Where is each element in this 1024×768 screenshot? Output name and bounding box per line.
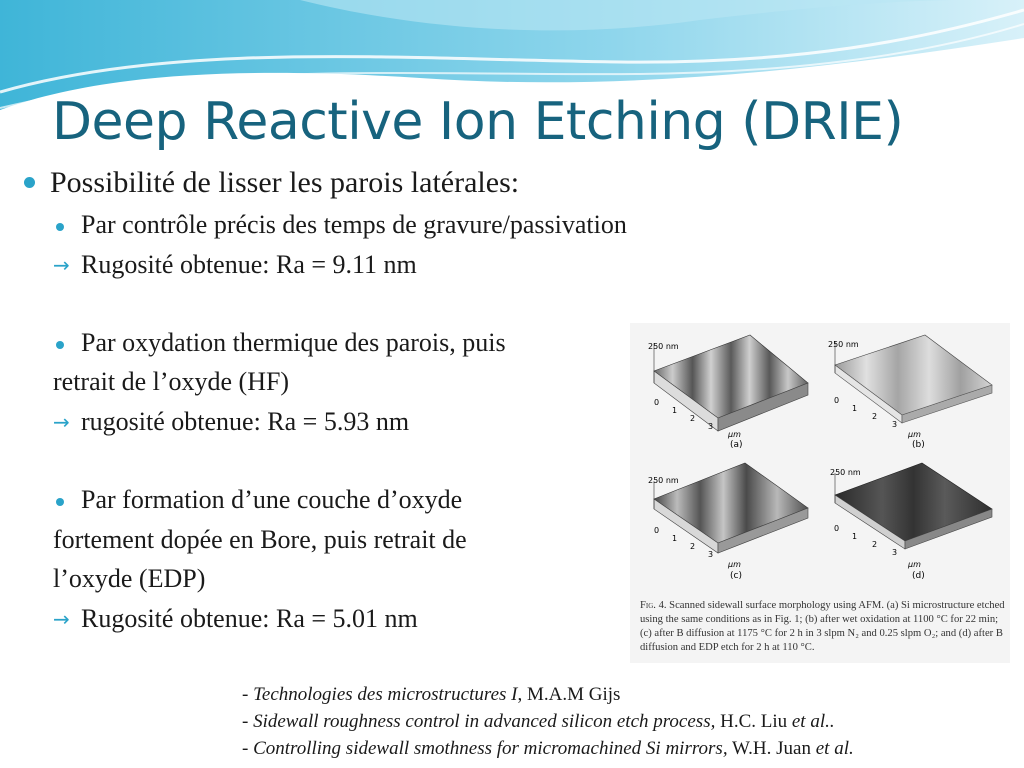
afm-panel-label: (d) — [912, 571, 925, 581]
reference-item — [242, 708, 854, 735]
afm-unit: µm — [908, 430, 921, 439]
afm-tick: 2 — [872, 540, 878, 549]
afm-axis-zero: 0 — [834, 524, 840, 533]
sub-bullet-dot — [56, 341, 64, 349]
afm-tick: 1 — [852, 532, 858, 541]
afm-tick: 3 — [892, 548, 898, 557]
sub-bullet-2-text-line2: retrait de l’oxyde (HF) — [53, 367, 290, 396]
afm-panel-label: (c) — [730, 571, 742, 581]
afm-unit: µm — [728, 430, 741, 439]
bullet-dot — [24, 177, 35, 188]
reference-suffix: et al. — [815, 738, 854, 759]
afm-panel-a — [648, 335, 808, 450]
sub-bullet-1-text: Par contrôle précis des temps de gravure/passivation — [81, 210, 627, 239]
afm-axis-zero: 0 — [654, 398, 660, 407]
reference-title: Sidewall roughness control in advanced silicon etch process, — [253, 711, 716, 732]
afm-tick: 2 — [690, 414, 696, 423]
afm-unit: µm — [728, 560, 741, 569]
reference-author: H.C. Liu — [715, 711, 792, 732]
afm-axis-zero: 0 — [834, 396, 840, 405]
reference-dash: - — [242, 711, 254, 732]
reference-dash: - — [242, 738, 254, 759]
reference-title: Controlling sidewall smothness for micromachined Si mirrors, — [253, 738, 728, 759]
arrow-icon: → — [53, 253, 70, 277]
sub-bullet-3-text-line2: fortement dopée en Bore, puis retrait de — [53, 525, 467, 554]
arrow-icon: → — [53, 607, 70, 631]
reference-title: Technologies des microstructures I — [253, 684, 518, 705]
result-3-text: Rugosité obtenue: Ra = 5.01 nm — [81, 604, 418, 633]
afm-tick: 2 — [690, 542, 696, 551]
afm-figure — [630, 323, 1010, 663]
caption-text: Scanned sidewall surface morphology using AFM. (a) Si microstructure etched using the same conditions as in Fig. 1; (b) after wet oxidation at 1100 °C for 22 min; (c) after B diffusion at 1175 °C for 2 h in 3 slpm N₂ and 0.25 slpm O₂; and (d) after B diffusion and EDP etch for 2 h at 110 °C. — [640, 600, 1005, 653]
sub-bullet-dot — [56, 223, 64, 231]
result-2-text: rugosité obtenue: Ra = 5.93 nm — [81, 407, 410, 436]
afm-panel-d — [830, 463, 992, 581]
sub-bullet-2-text-line1: Par oxydation thermique des parois, puis — [81, 328, 506, 357]
reference-item — [242, 681, 854, 708]
sub-bullet-3-text-line1: Par formation d’une couche d’oxyde — [81, 485, 463, 514]
figure-caption — [640, 599, 1005, 655]
reference-author: W.H. Juan — [727, 738, 816, 759]
reference-author: , M.A.M Gijs — [517, 684, 621, 705]
afm-panels-image — [630, 323, 1010, 598]
reference-dash: - — [242, 684, 254, 705]
sub-bullet-3-text-line3: l’oxyde (EDP) — [53, 564, 206, 593]
afm-axis-zero: 0 — [654, 526, 660, 535]
afm-panel-b — [828, 335, 992, 450]
afm-tick: 3 — [892, 420, 898, 429]
afm-tick: 2 — [872, 412, 878, 421]
caption-fig-label: Fig. 4. — [640, 600, 667, 611]
afm-height-label: 250 nm — [830, 468, 861, 477]
reference-item — [242, 735, 854, 762]
afm-tick: 3 — [708, 550, 714, 559]
references — [242, 681, 854, 762]
afm-tick: 1 — [852, 404, 858, 413]
reference-suffix: et al.. — [791, 711, 835, 732]
afm-tick: 1 — [672, 406, 678, 415]
result-1-text: Rugosité obtenue: Ra = 9.11 nm — [81, 250, 417, 279]
sub-bullet-dot — [56, 498, 64, 506]
afm-unit: µm — [908, 560, 921, 569]
arrow-icon: → — [53, 410, 70, 434]
afm-tick: 3 — [708, 422, 714, 431]
afm-panel-label: (b) — [912, 440, 925, 450]
afm-height-label: 250 nm — [648, 476, 679, 485]
afm-height-label: 250 nm — [828, 340, 859, 349]
afm-panel-c — [648, 463, 808, 581]
afm-panel-label: (a) — [730, 440, 743, 450]
afm-height-label: 250 nm — [648, 342, 679, 351]
afm-tick: 1 — [672, 534, 678, 543]
main-bullet-text: Possibilité de lisser les parois latérales: — [50, 166, 520, 199]
slide-title: Deep Reactive Ion Etching (DRIE) — [52, 92, 904, 152]
